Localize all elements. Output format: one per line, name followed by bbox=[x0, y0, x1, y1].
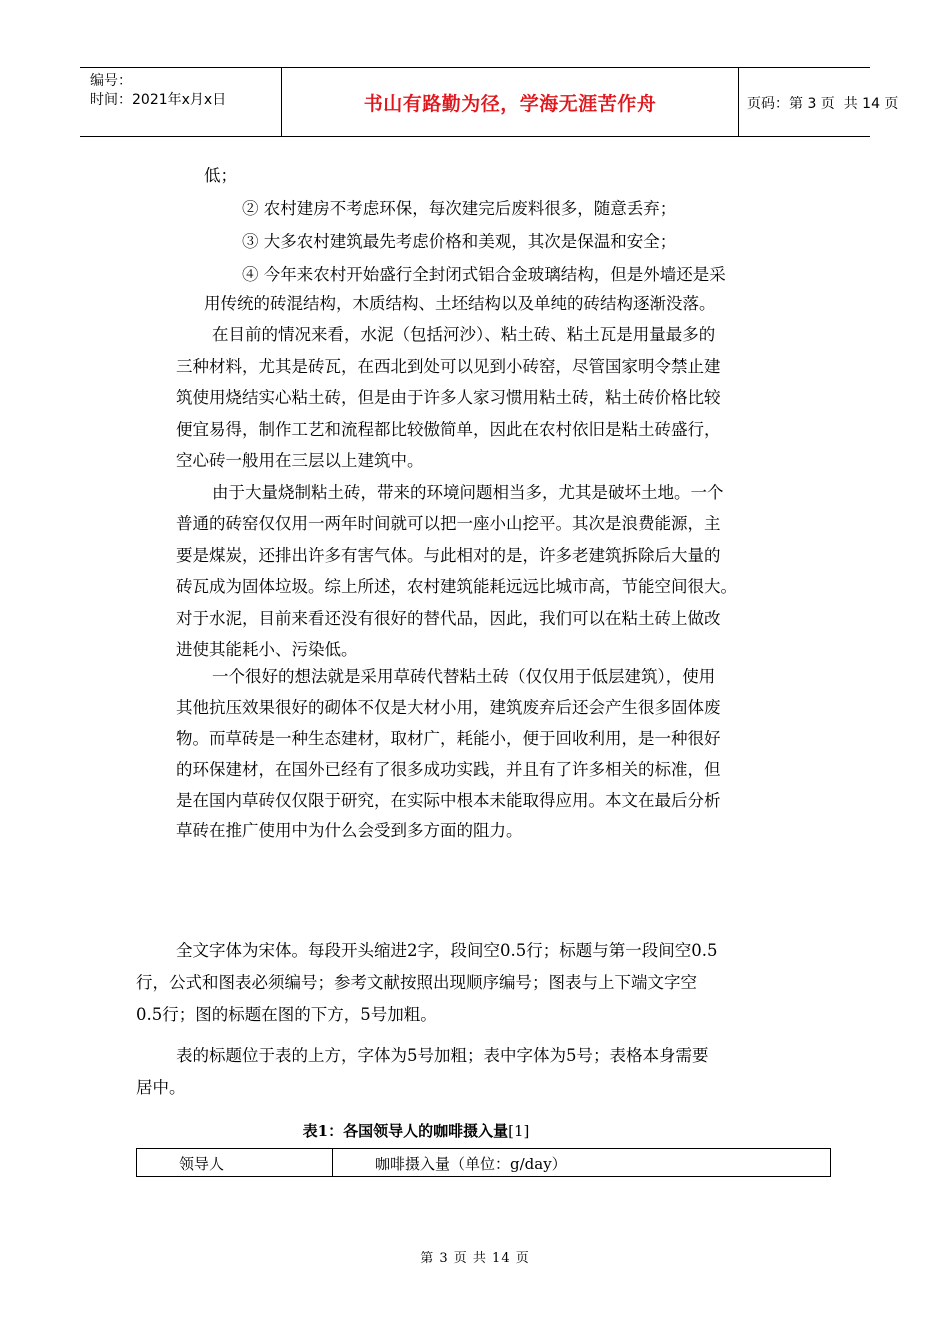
body-line: 要是煤炭，还排出许多有害气体。与此相对的是，许多老建筑拆除后大量的 bbox=[176, 546, 721, 565]
data-table bbox=[136, 1148, 831, 1177]
table-header-leader: 领导人 bbox=[179, 1155, 225, 1173]
note-line: 全文字体为宋体。每段开头缩进2字，段间空0.5行；标题与第一段间空0.5 bbox=[176, 941, 718, 960]
note-line: 0.5行；图的标题在图的下方，5号加粗。 bbox=[136, 1005, 437, 1024]
body-line: 物。而草砖是一种生态建材，取材广，耗能小，便于回收利用，是一种很好 bbox=[176, 729, 721, 748]
table-title: 表1：各国领导人的咖啡摄入量 bbox=[302, 1122, 509, 1140]
body-line: 由于大量烧制粘土砖，带来的环境问题相当多，尤其是破坏土地。一个 bbox=[212, 483, 724, 502]
page-code: 页码：第 3 页 共 14 页 bbox=[747, 96, 899, 112]
body-line: ④ 今年来农村开始盛行全封闭式铝合金玻璃结构，但是外墙还是采 bbox=[242, 265, 726, 284]
body-line: 一个很好的想法就是采用草砖代替粘土砖（仅仅用于低层建筑），使用 bbox=[212, 667, 716, 686]
note-line: 表的标题位于表的上方，字体为5号加粗；表中字体为5号；表格本身需要 bbox=[176, 1046, 709, 1065]
body-line: 低； bbox=[204, 166, 237, 185]
time-label: 时间：2021年x月x日 bbox=[90, 92, 227, 108]
table-ref: [1] bbox=[508, 1122, 530, 1140]
body-line: 三种材料，尤其是砖瓦，在西北到处可以见到小砖窑，尽管国家明令禁止建 bbox=[176, 357, 721, 376]
note-line: 行，公式和图表必须编号；参考文献按照出现顺序编号；图表与上下端文字空 bbox=[136, 973, 697, 992]
header-motto: 书山有路勤为径，学海无涯苦作舟 bbox=[363, 92, 657, 115]
body-line: ② 农村建房不考虑环保，每次建完后废料很多，随意丢弃； bbox=[242, 199, 677, 218]
note-line: 居中。 bbox=[136, 1078, 186, 1097]
body-line: 普通的砖窑仅仅用一两年时间就可以把一座小山挖平。其次是浪费能源，主 bbox=[176, 514, 721, 533]
table-column-divider bbox=[332, 1149, 333, 1176]
body-line: 砖瓦成为固体垃圾。综上所述，农村建筑能耗远远比城市高，节能空间很大。 bbox=[176, 577, 737, 596]
body-line: 对于水泥，目前来看还没有很好的替代品，因此，我们可以在粘土砖上做改 bbox=[176, 609, 721, 628]
body-line: 便宜易得，制作工艺和流程都比较傲简单，因此在农村依旧是粘土砖盛行， bbox=[176, 420, 721, 439]
header-divider bbox=[738, 68, 739, 136]
body-line: 空心砖一般用在三层以上建筑中。 bbox=[176, 451, 424, 470]
body-line: 草砖在推广使用中为什么会受到多方面的阻力。 bbox=[176, 821, 523, 840]
table-caption bbox=[136, 1120, 696, 1141]
page-header bbox=[80, 67, 899, 137]
body-line: 用传统的砖混结构，木质结构、土坯结构以及单纯的砖结构逐渐没落。 bbox=[204, 294, 716, 313]
body-line: 筑使用烧结实心粘土砖，但是由于许多人家习惯用粘土砖，粘土砖价格比较 bbox=[176, 388, 721, 407]
table-header-intake: 咖啡摄入量（单位：g/day） bbox=[375, 1155, 567, 1173]
body-line: 在目前的情况来看，水泥（包括河沙）、粘土砖、粘土瓦是用量最多的 bbox=[212, 325, 716, 344]
body-line: ③ 大多农村建筑最先考虑价格和美观，其次是保温和安全； bbox=[242, 232, 677, 251]
header-meta bbox=[80, 68, 281, 136]
body-line: 其他抗压效果很好的砌体不仅是大材小用，建筑废弃后还会产生很多固体废 bbox=[176, 698, 721, 717]
body-line: 进使其能耗小、污染低。 bbox=[176, 640, 358, 659]
body-line: 的环保建材，在国外已经有了很多成功实践，并且有了许多相关的标准，但 bbox=[176, 760, 721, 779]
page-footer: 第 3 页 共 14 页 bbox=[420, 1251, 530, 1266]
body-line: 是在国内草砖仅仅限于研究，在实际中根本未能取得应用。本文在最后分析 bbox=[176, 791, 721, 810]
number-label: 编号： bbox=[90, 73, 132, 89]
